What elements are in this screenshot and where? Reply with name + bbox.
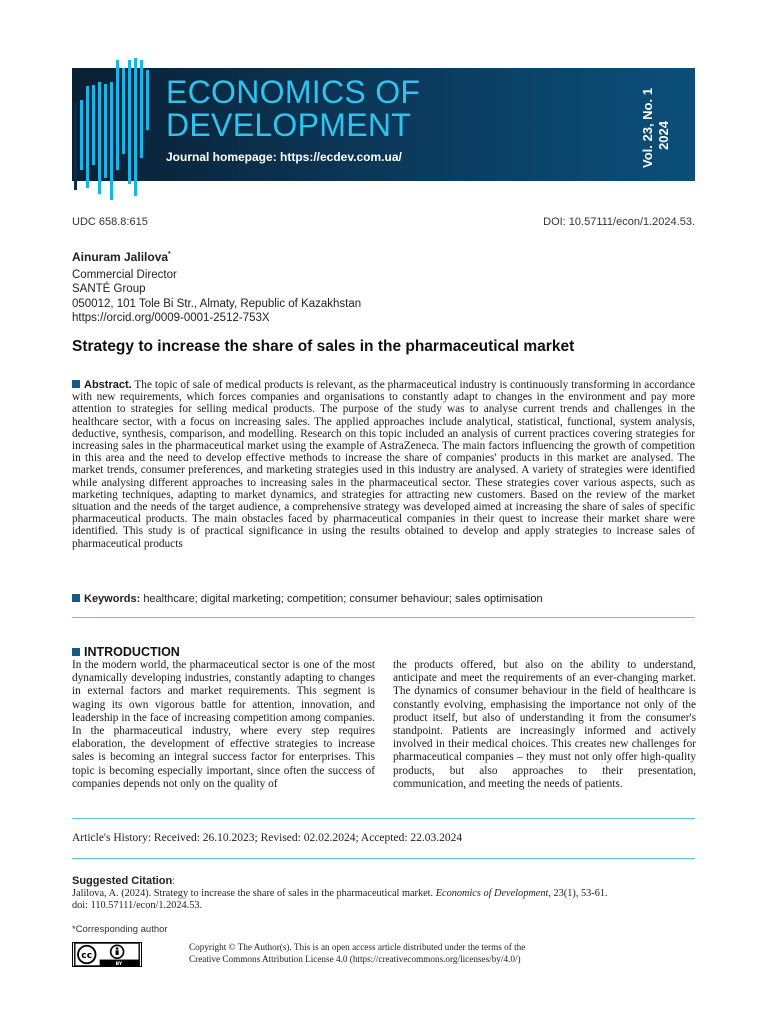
divider [72, 858, 695, 859]
article-history: Article's History: Received: 26.10.2023; Revised: 02.02.2024; Accepted: 22.03.2024 [72, 832, 463, 844]
volume-year: 2024 [656, 121, 671, 150]
introduction-left-column: In the modern world, the pharmaceutical sector is one of the most dynamically developing industries, constantly adapting to changes in external factors and market requirements. This segment is waging its own vigorous battle for attention, innovation, and leadership in the face of increasing competition among companies. In the pharmaceutical industry, where every step requires elaboration, the development of effective strategies to increase sales is becoming an integral success factor for enterprises. This topic is becoming especially important, since often the success of companies depends not only on the quality of [72, 659, 375, 790]
citation-text: Jalilova, A. (2024). Strategy to increase the share of sales in the pharmaceutical market. Economics of Development, 23(1), 53-61. doi: 110.57111/econ/1.2024.53. [72, 888, 608, 911]
copyright-line1: Copyright © The Author(s). This is an open access article distributed under the terms of the [189, 942, 526, 952]
keywords [72, 593, 695, 605]
citation-doi[interactable]: doi: 110.57111/econ/1.2024.53. [72, 900, 203, 911]
volume-label [640, 88, 672, 168]
journal-title-line2: DEVELOPMENT [166, 107, 412, 143]
doi-link[interactable]: DOI: 10.57111/econ/1.2024.53. [543, 216, 695, 228]
by-label: BY [115, 962, 123, 967]
udc-code: UDC 658.8:615 [72, 216, 148, 228]
abstract-label: Abstract. [84, 379, 132, 391]
author-block [72, 248, 361, 326]
volume-number: Vol. 23, No. 1 [640, 88, 655, 168]
suggested-citation: Suggested Citation: Jalilova, A. (2024). Strategy to increase the share of sales in the pharmaceutical market. Economics of Development, 23(1), 53-61. doi: 110.57111/econ/1.2024.53. [72, 875, 695, 912]
divider [72, 617, 695, 618]
corresponding-author-note: *Corresponding author [72, 924, 168, 935]
author-orcid-link[interactable]: https://orcid.org/0009-0001-2512-753X [72, 312, 270, 324]
copyright-line2[interactable]: Creative Commons Attribution License 4.0 (https://creativecommons.org/licenses/by/4.0/) [189, 954, 521, 964]
author-organization: SANTÉ Group [72, 283, 146, 295]
divider [72, 818, 695, 819]
journal-title [166, 76, 420, 142]
introduction-right-column: the products offered, but also on the ability to understand, anticipate and meet the requirements of an ever-changing market. The dynamics of consumer behaviour in the field of healthcare is constantly evolving, emphasising the importance not only of the product itself, but also of understanding it from the consumer's standpoint. Patients are increasingly informed and actively involved in their medical choices. This creates new challenges for pharmaceutical companies – they must not only offer high-quality products, but also approaches to their presentation, communication, and meeting the needs of patients. [393, 659, 696, 790]
square-bullet-icon [72, 648, 80, 656]
keywords-text: healthcare; digital marketing; competition; consumer behaviour; sales optimisation [143, 593, 543, 605]
keywords-label: Keywords: [84, 593, 141, 605]
cc-by-license-icon[interactable] [72, 942, 142, 967]
cc-label: cc [81, 950, 93, 962]
author-name: Ainuram Jalilova* [72, 250, 171, 264]
barcode-decoration [72, 50, 162, 200]
abstract [72, 379, 695, 550]
copyright-notice [189, 941, 609, 965]
author-address: 050012, 101 Tole Bi Str., Almaty, Republic of Kazakhstan [72, 297, 362, 310]
square-bullet-icon [72, 594, 80, 602]
introduction-heading: INTRODUCTION [72, 645, 180, 659]
square-bullet-icon [72, 380, 80, 388]
journal-homepage-link[interactable]: Journal homepage: https://ecdev.com.ua/ [166, 150, 402, 164]
paper-title: Strategy to increase the share of sales in the pharmaceutical market [72, 338, 575, 355]
author-position: Commercial Director [72, 268, 177, 281]
citation-label: Suggested Citation [72, 875, 173, 887]
journal-title-line1: ECONOMICS OF [166, 74, 421, 110]
abstract-text: The topic of sale of medical products is relevant, as the pharmaceutical industry is continuously transforming in accordance with new requirements, which forces companies and organisations to constantly adapt to changes in the environment and pay more attention to strategies for selling medical products. The purpose of the study was to analyse current trends and challenges in the healthcare sector, with a focus on increasing sales. The applied approaches include analytical, statistical, functional, system analysis, deductive, synthesis, comparison, and modelling. Research on this topic included an analysis of current practices covering strategies for increasing sales in the pharmaceutical market using the example of AstraZeneca. The main factors influencing the growth of competition in this area and the need to develop effective methods to increase the share of companies' products in this market are analysed. The market trends, consumer preferences, and marketing strategies used in this industry are analysed. A variety of strategies were identified while analysing different approaches to increasing sales in the pharmaceutical sector. These strategies cover various aspects, such as marketing techniques, adapting to market dynamics, and strategies for attracting new customers. Based on the review of the market situation and the needs of the target audience, a comprehensive strategy was developed aimed at increasing the share of sales of specific pharmaceutical products. The main obstacles faced by pharmaceutical companies in their quest to increase their market share were identified. This study is of practical significance in using the results obtained to develop and apply strategies to increase sales of pharmaceutical products [72, 379, 695, 550]
